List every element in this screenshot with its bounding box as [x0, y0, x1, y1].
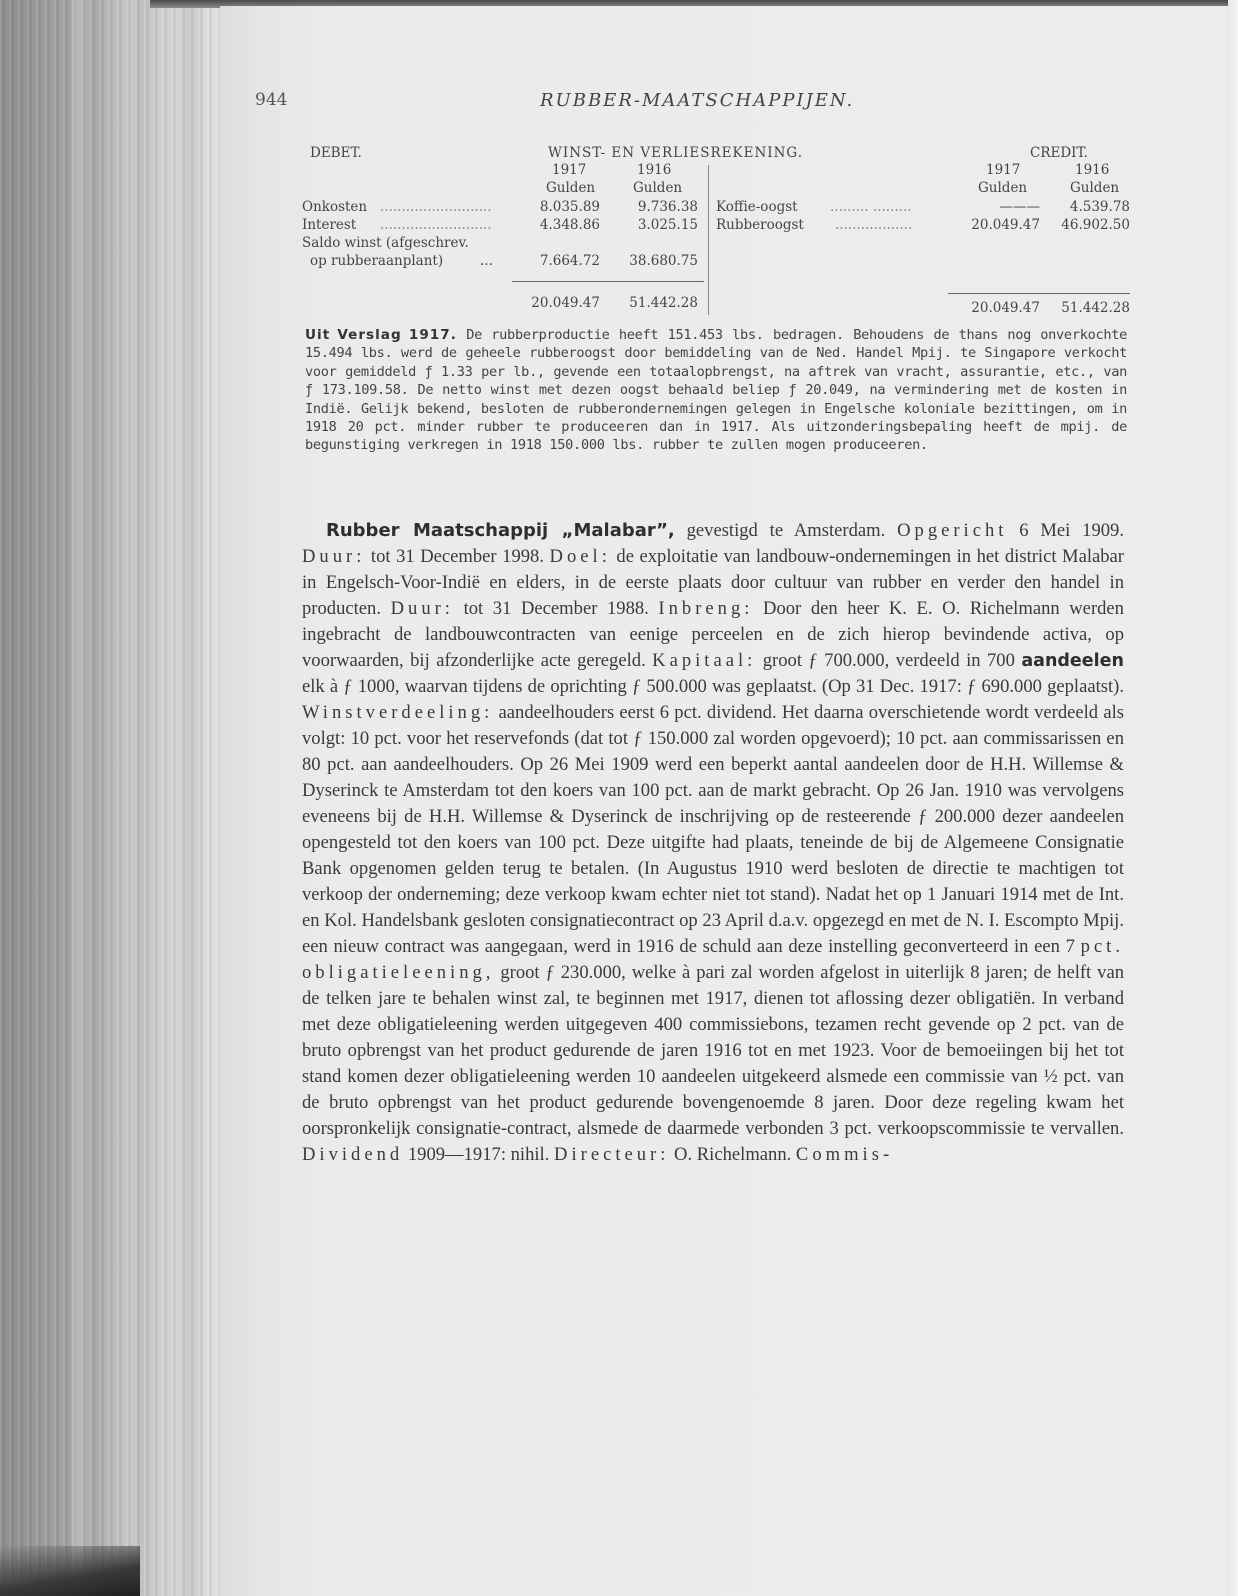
credit-unit-1916: Gulden	[1070, 180, 1120, 196]
page-number: 944	[255, 90, 288, 110]
report-text: De rubberproductie heeft 151.453 lbs. bedragen. Behoudens de thans nog onverkochte 15.494 lbs. werd de geheele rubberoogst door bemiddeling van de Ned. Handel Mpij. te Singapore verkocht voor gemiddeld ƒ 1.33 per lb., gevende een totaalopbrengst, na aftrek van vracht, assurantie, etc., van ƒ 173.109.58. De netto winst met dezen oogst behaald beliep ƒ 20.049, na vermindering met de kosten in Indië. Gelijk bekend, besloten de rubberondernemingen gelegen in Engelsche koloniale bezittingen, om in 1918 20 pct. minder rubber te produceeren dan in 1917. Als uitzonderingsbepaling heeft de mpij. de begunstiging verkregen in 1918 150.000 lbs. rubber te zullen mogen produceeren.	[305, 327, 1128, 454]
label-inbreng: Inbreng:	[658, 598, 754, 619]
debet-total-rule	[512, 281, 704, 282]
credit-total-1916: 51.442.28	[1061, 300, 1130, 316]
running-title: RUBBER-MAATSCHAPPIJEN.	[540, 90, 855, 111]
aandeelen-bold: aandeelen	[1021, 651, 1124, 671]
label-commissarissen: Commis-	[795, 1144, 894, 1165]
entry-text: groot ƒ 230.000, welke à pari zal worden afgelost in uiterlijk 8 jaren; de helft van de telken jare te behalen winst zal, te beginnen met 1917, dienen tot aflossing dezer obligatiën. In verband met deze obligatieleening werden uitgegeven 400 commissiebons, tezamen recht gevende op 2 pct. van de bruto opbrengst van het product gedurende de jaren 1916 tot en met 1923. Voor de bemoeiingen bij het tot stand komen dezer obligatieleening werden 10 aandeelen uitgekeerd alsmede een commissie van ½ pct. van de bruto opbrengst van het product gedurende bovengenoemde 8 jaren. Door deze regeling kwam het oorspronkelijk consignatie-contract, alsmede de daarmede verbonden 3 pct. verkoopscommissie te vervallen.	[302, 962, 1124, 1139]
debet-total-1916: 51.442.28	[629, 295, 698, 311]
credit-unit-1917: Gulden	[978, 180, 1028, 196]
debet-year-1916: 1916	[637, 162, 672, 178]
credit-value-1917: 20.049.47	[971, 217, 1040, 233]
leader-dots: ..........................	[380, 199, 492, 215]
profit-loss-account	[300, 145, 1130, 320]
debet-value-1917: 4.348.86	[539, 217, 600, 233]
report-lead: Uit Verslag 1917.	[305, 327, 457, 343]
entry-text: tot 31 December 1988.	[453, 598, 659, 619]
label-duur: Duur:	[302, 546, 366, 567]
label-dividend: Dividend	[302, 1144, 404, 1165]
debet-value-1916: 9.736.38	[637, 199, 698, 215]
entry-text: de exploitatie van landbouw-ondernemingen in het district Malabar in Engelsch-Voor-Indië en elders, in de eerste plaats door cultuur van rubber en verder den handel in producten.	[302, 546, 1124, 619]
label-winstverdeeling: Winstverdeeling:	[302, 702, 494, 723]
debet-value-1917: 8.035.89	[539, 199, 600, 215]
credit-total-rule	[948, 293, 1130, 294]
credit-label: CREDIT.	[1030, 145, 1088, 161]
entry-text: gevestigd te Amsterdam.	[674, 520, 898, 541]
leader-dots: ......... .........	[830, 199, 912, 215]
entry-text: aandeelhouders eerst 6 pct. dividend. Het daarna overschietende wordt verdeeld als volgt: 10 pct. voor het reservefonds (dat tot ƒ 150.000 zal worden opgevoerd); 10 pct. aan commissarissen en 80 pct. aan aandeelhouders. Op 26 Mei 1909 werd een beperkt aantal aandeelen door de H.H. Willemse & Dyserinck te Amsterdam tot den koers van 100 pct. aan de markt gebracht. Op 26 Jan. 1910 was vervolgens eveneens bij de H.H. Willemse & Dyserinck de inschrijving op de resteerende ƒ 200.000 dezer aandeelen opengesteld tot den koers van 100 pct. Deze uitgifte had plaats, teneinde de bij de Algemeene Consignatie Bank opgenomen gelden terug te betalen. (In Augustus 1910 werd besloten de directie te machtigen tot verkoop der onderneming; deze verkoop kwam echter niet tot stand). Nadat het op 1 Januari 1914 met de Int. en Kol. Handelsbank gesloten consignatiecontract op 23 April d.a.v. opgezegd en met de N. I. Escompto Mpij. een nieuw contract was aangegaan, werd in 1916 de schuld aan deze instelling geconverteerd in een 7	[302, 702, 1124, 957]
credit-value-1916: 4.539.78	[1069, 199, 1130, 215]
entry-text: elk à ƒ 1000, waarvan tijdens de oprichting ƒ 500.000 was geplaatst. (Op 31 Dec. 1917: ƒ 690.000 geplaatst).	[302, 676, 1124, 697]
entry-text: Door den heer K. E. O. Richelmann werden ingebracht de landbouwcontracten van eenige perceelen en de zich hierop bevindende activa, op voorwaarden, bij afzonderlijke acte geregeld.	[302, 598, 1124, 671]
account-title: WINST- EN VERLIESREKENING.	[548, 145, 804, 161]
label-doel: Doel:	[549, 546, 611, 567]
debet-value-1916: 3.025.15	[637, 217, 698, 233]
label-obligatieleening: pct. obligatieleening,	[302, 936, 1124, 983]
debet-row-label: op rubberaanplant)	[310, 253, 444, 269]
leader-dots: ...	[480, 253, 493, 269]
running-head	[255, 90, 1135, 114]
book-corner-shadow	[0, 1546, 140, 1596]
book-page-edges	[0, 0, 220, 1596]
debet-row-label: Saldo winst (afgeschrev.	[302, 235, 469, 251]
credit-year-1916: 1916	[1075, 162, 1110, 178]
label-kapitaal: Kapitaal:	[652, 650, 757, 671]
page-edge-lines	[0, 0, 220, 1596]
leader-dots: ..........................	[380, 217, 492, 233]
page-right-margin	[1228, 0, 1238, 1596]
leader-dots: ..................	[835, 217, 913, 233]
entry-paragraph	[302, 518, 1124, 1168]
debet-unit-1917: Gulden	[546, 180, 596, 196]
credit-total-1917: 20.049.47	[971, 300, 1040, 316]
debet-label: DEBET.	[310, 145, 362, 161]
credit-value-1917: ———	[999, 199, 1040, 215]
credit-year-1917: 1917	[986, 162, 1021, 178]
label-opgericht: Opgericht	[897, 520, 1008, 541]
label-directeur: Directeur:	[554, 1144, 670, 1165]
company-name: Rubber Maatschappij „Malabar”,	[326, 520, 675, 541]
entry-text: O. Richelmann.	[669, 1144, 796, 1165]
credit-value-1916: 46.902.50	[1061, 217, 1130, 233]
debet-row-label: Interest	[302, 217, 357, 233]
debet-unit-1916: Gulden	[633, 180, 683, 196]
debet-year-1917: 1917	[552, 162, 587, 178]
debet-row-label: Onkosten	[302, 199, 368, 215]
label-duur-2: Duur:	[390, 598, 454, 619]
debet-value-1916: 38.680.75	[629, 253, 698, 269]
column-divider	[708, 165, 709, 315]
debet-value-1917: 7.664.72	[539, 253, 600, 269]
entry-text: 6 Mei 1909.	[1007, 520, 1124, 541]
company-entry	[302, 518, 1124, 1168]
debet-total-1917: 20.049.47	[531, 295, 600, 311]
entry-text: groot ƒ 700.000, verdeeld in 700	[756, 650, 1022, 671]
annual-report-excerpt	[305, 326, 1127, 455]
credit-row-label: Koffie-oogst	[716, 199, 798, 215]
entry-text: 1909—1917: nihil.	[403, 1144, 555, 1165]
credit-row-label: Rubberoogst	[716, 217, 804, 233]
entry-text: tot 31 December 1998.	[365, 546, 550, 567]
